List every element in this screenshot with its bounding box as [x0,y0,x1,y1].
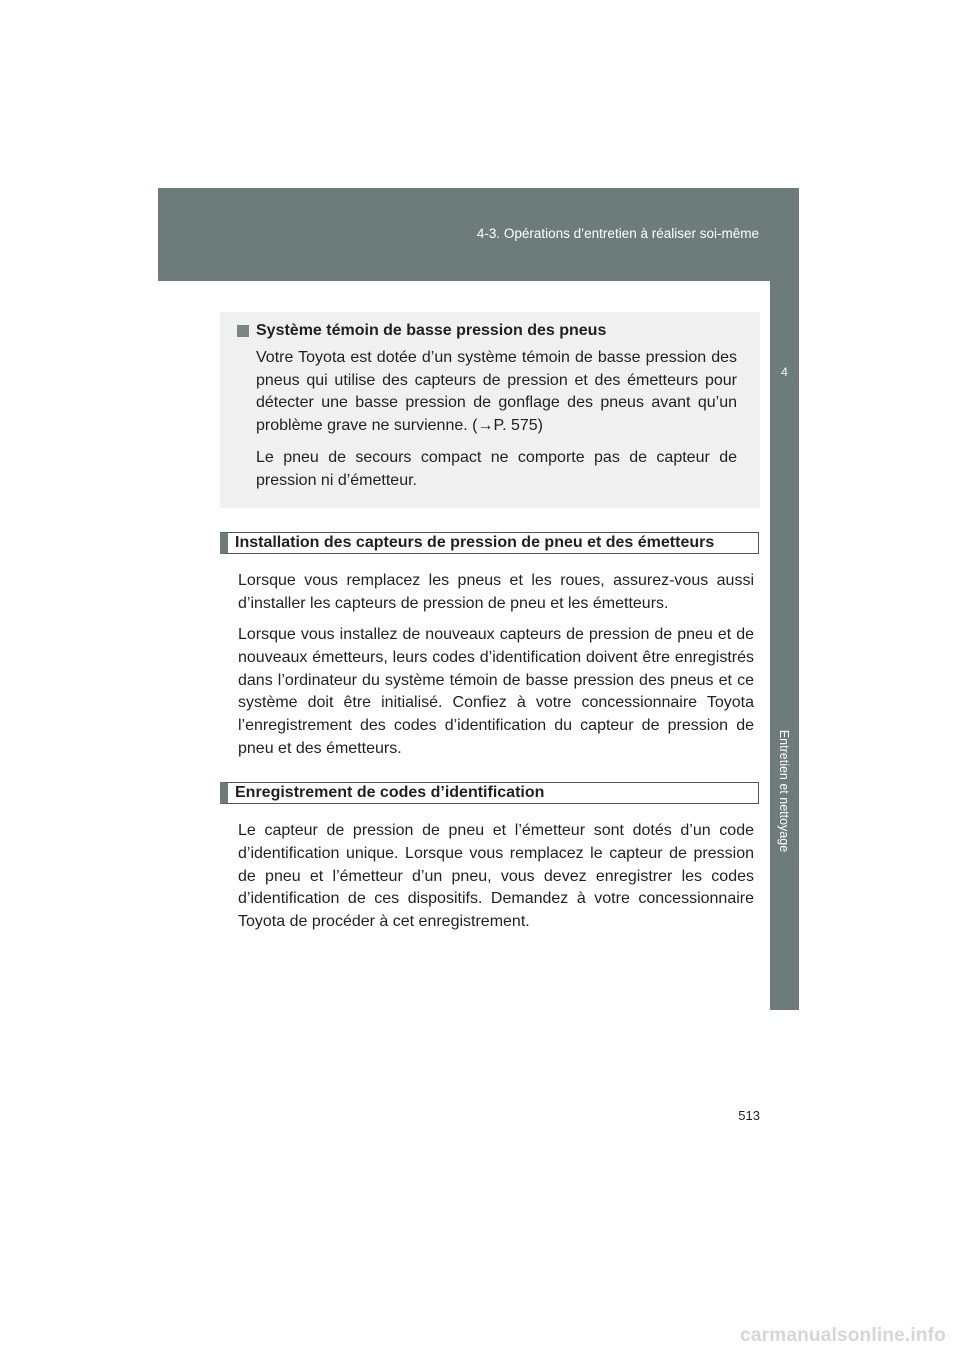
page-number: 513 [738,1108,760,1123]
section-heading-installation: Installation des capteurs de pression de pneu et des émetteurs [220,532,759,554]
header-band [158,188,799,281]
chapter-side-tab [770,281,799,1010]
watermark: carmanualsonline.info [740,1325,946,1346]
note-box [220,312,760,508]
note-title-row [237,322,606,340]
section-1-paragraph-1: Lorsque vous remplacez les pneus et les roues, assurez-vous aussi d’installer les capteurs de pression de pneu et les émetteurs. [238,572,754,612]
note-title: Système témoin de basse pression des pneus [256,322,607,339]
section-2-paragraph-1: Le capteur de pression de pneu et l’émetteur sont dotés d’un code d’identification unique. Lorsque vous remplacez le capteur de pression de pneu et l’émetteur d’un pneu, vous devez enregistrer les codes d’identification de ces dispositifs. Demandez à votre concessionnaire Toyota de procéder à cet enregistrement. [238,822,754,931]
section-heading-registration: Enregistrement de codes d’identification [220,782,759,804]
square-bullet-icon [237,325,249,337]
section-1-paragraph-2: Lorsque vous installez de nouveaux capteurs de pression de pneu et de nouveaux émetteurs, leurs codes d’identification doivent être enregistrés dans l’ordinateur du système témoin de basse pression des pneus et ce système doit être initialisé. Confiez à votre concessionnaire Toyota l’enregistrement des codes d’identification du capteur de pression de pneu et des émetteurs. [238,626,754,757]
chapter-number: 4 [781,365,788,379]
chapter-title: 4-3. Opérations d’entretien à réaliser soi-même [476,226,759,241]
note-paragraph-1: Votre Toyota est dotée d’un système témoin de basse pression des pneus qui utilise des capteurs de pression et des émetteurs pour détecter une basse pression de gonflage des pneus avant qu’un problème grave ne survienne. (→P. 575) [256,349,737,434]
chapter-label: Entretien et nettoyage [777,729,791,853]
note-paragraph-2: Le pneu de secours compact ne comporte pas de capteur de pression ni d’émetteur. [256,449,737,489]
